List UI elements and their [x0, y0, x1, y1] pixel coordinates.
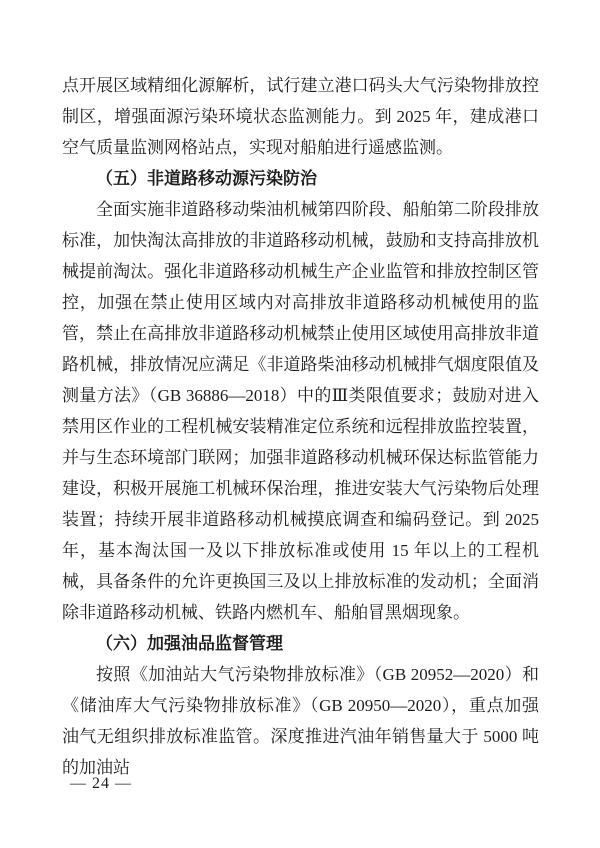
section-heading-6: （六）加强油品监督管理: [96, 634, 283, 653]
text-column: [62, 70, 539, 783]
body-paragraph-oil-supervision: 按照《加油站大气污染物排放标准》（GB 20952—2020）和《储油库大气污染物排放标准》（GB 20950—2020），重点加强油气无组织排放标准监管。深度推进汽油年销售量大于 5000 吨的加油站: [62, 665, 539, 777]
body-paragraph-continuation: 点开展区域精细化源解析，试行建立港口码头大气污染物排放控制区，增强面源污染环境状态监测能力。到 2025 年，建成港口空气质量监测网格站点，实现对船舶进行遥感监测。: [62, 76, 539, 157]
body-paragraph-nonroad-mobile: 全面实施非道路移动柴油机械第四阶段、船舶第二阶段排放标准，加快淘汰高排放的非道路移动机械，鼓励和支持高排放机械提前淘汰。强化非道路移动机械生产企业监管和排放控制区管控，加强在禁止使用区域内对高排放非道路移动机械使用的监管，禁止在高排放非道路移动机械禁止使用区域使用高排放非道路机械，排放情况应满足《非道路柴油移动机械排气烟度限值及测量方法》（GB 36886—2018）中的Ⅲ类限值要求；鼓励对进入禁用区作业的工程机械安装精准定位系统和远程排放监控装置，并与生态环境部门联网；加强非道路移动机械环保达标监管能力建设，积极开展施工机械环保治理，推进安装大气污染物后处理装置；持续开展非道路移动机械摸底调查和编码登记。到 2025 年，基本淘汰国一及以下排放标准或使用 15 年以上的工程机械，具备条件的允许更换国三及以上排放标准的发动机；全面消除非道路移动机械、铁路内燃机车、船舶冒黑烟现象。: [62, 200, 539, 622]
section-heading-5: （五）非道路移动源污染防治: [96, 169, 317, 188]
page-number: — 24 —: [70, 775, 132, 792]
